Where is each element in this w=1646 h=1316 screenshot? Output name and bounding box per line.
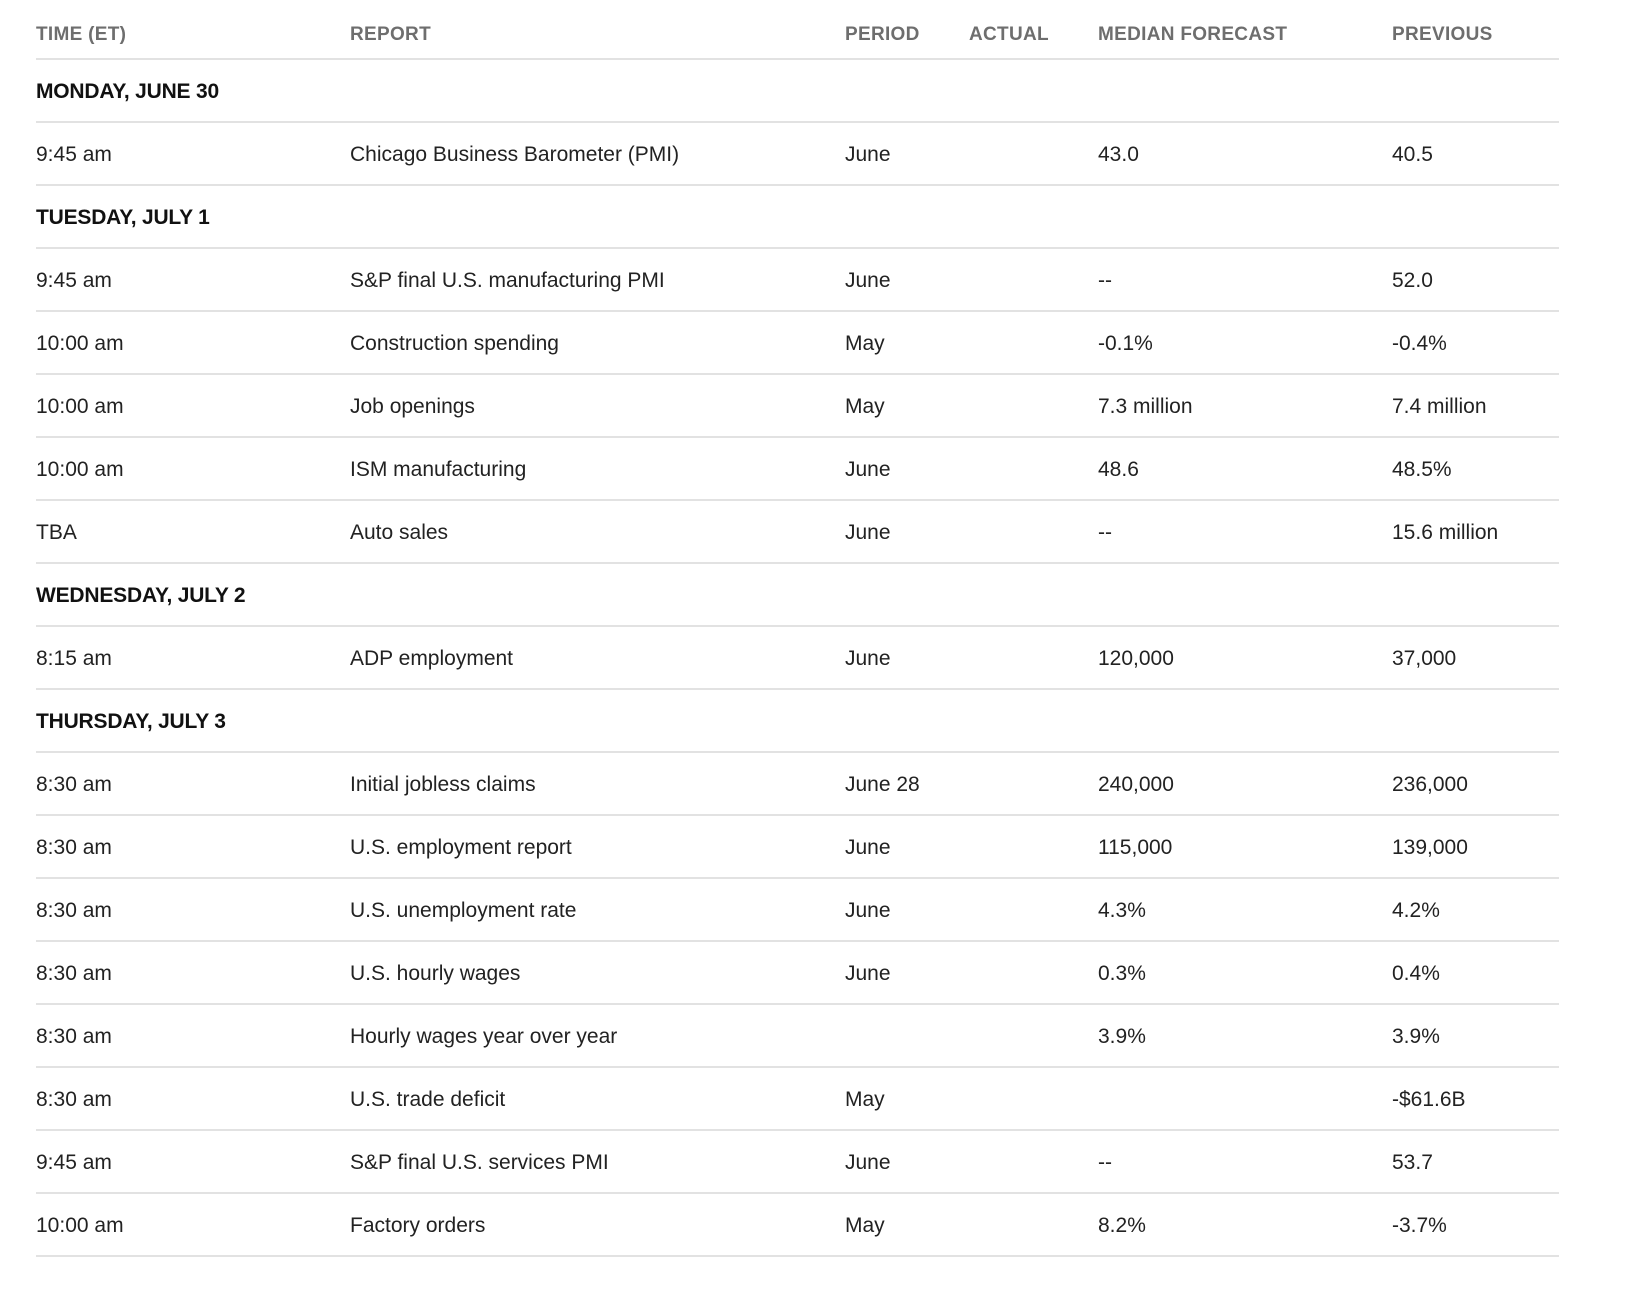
column-header-previous: PREVIOUS bbox=[1392, 24, 1493, 45]
report-cell: U.S. unemployment rate bbox=[350, 899, 577, 922]
median-forecast-cell: 115,000 bbox=[1098, 836, 1173, 859]
column-header-period: PERIOD bbox=[845, 24, 920, 45]
report-cell: Factory orders bbox=[350, 1214, 486, 1237]
day-heading-row bbox=[36, 690, 1559, 753]
table-row bbox=[36, 375, 1559, 438]
median-forecast-cell: 120,000 bbox=[1098, 647, 1174, 670]
day-heading-row bbox=[36, 60, 1559, 123]
column-header-median-forecast: MEDIAN FORECAST bbox=[1098, 24, 1288, 45]
day-heading: TUESDAY, JULY 1 bbox=[36, 206, 210, 229]
time-cell: 8:30 am bbox=[36, 962, 112, 985]
previous-cell: 4.2% bbox=[1392, 899, 1440, 922]
day-heading: THURSDAY, JULY 3 bbox=[36, 710, 226, 733]
time-cell: 10:00 am bbox=[36, 458, 124, 481]
previous-cell: 3.9% bbox=[1392, 1025, 1440, 1048]
time-cell: 8:30 am bbox=[36, 773, 112, 796]
report-cell: U.S. trade deficit bbox=[350, 1088, 506, 1111]
median-forecast-cell: 8.2% bbox=[1098, 1214, 1146, 1237]
report-cell: ADP employment bbox=[350, 647, 514, 670]
period-cell: June bbox=[845, 269, 891, 292]
median-forecast-cell: 0.3% bbox=[1098, 962, 1146, 985]
table-row bbox=[36, 816, 1559, 879]
previous-cell: 52.0 bbox=[1392, 269, 1433, 292]
median-forecast-cell: -- bbox=[1098, 521, 1112, 544]
time-cell: 9:45 am bbox=[36, 143, 112, 166]
table-row bbox=[36, 501, 1559, 564]
time-cell: 10:00 am bbox=[36, 395, 124, 418]
period-cell: June bbox=[845, 1151, 891, 1174]
previous-cell: 48.5% bbox=[1392, 458, 1452, 481]
table-body bbox=[36, 60, 1559, 1257]
median-forecast-cell: 48.6 bbox=[1098, 458, 1139, 481]
table-row bbox=[36, 123, 1559, 186]
table-header-row bbox=[36, 0, 1559, 60]
median-forecast-cell: 7.3 million bbox=[1098, 395, 1193, 418]
report-cell: Construction spending bbox=[350, 332, 559, 355]
time-cell: 10:00 am bbox=[36, 1214, 124, 1237]
report-cell: Auto sales bbox=[350, 521, 449, 544]
period-cell: May bbox=[845, 1088, 885, 1111]
report-cell: U.S. hourly wages bbox=[350, 962, 521, 985]
period-cell: June bbox=[845, 647, 891, 670]
column-header-actual: ACTUAL bbox=[969, 24, 1049, 45]
median-forecast-cell: -0.1% bbox=[1098, 332, 1153, 355]
median-forecast-cell: 240,000 bbox=[1098, 773, 1174, 796]
table-row bbox=[36, 249, 1559, 312]
column-header-time: TIME (ET) bbox=[36, 24, 127, 45]
time-cell: 9:45 am bbox=[36, 269, 112, 292]
report-cell: Job openings bbox=[350, 395, 475, 418]
economic-calendar-table bbox=[36, 0, 1559, 1257]
previous-cell: 0.4% bbox=[1392, 962, 1440, 985]
day-heading-row bbox=[36, 186, 1559, 249]
period-cell: June bbox=[845, 458, 891, 481]
period-cell: May bbox=[845, 1214, 885, 1237]
report-cell: S&P final U.S. services PMI bbox=[350, 1151, 609, 1174]
previous-cell: 236,000 bbox=[1392, 773, 1468, 796]
previous-cell: -$61.6B bbox=[1392, 1088, 1466, 1111]
period-cell: June 28 bbox=[845, 773, 920, 796]
report-cell: Chicago Business Barometer (PMI) bbox=[350, 143, 680, 166]
period-cell: June bbox=[845, 962, 891, 985]
table-row bbox=[36, 1194, 1559, 1257]
time-cell: 8:30 am bbox=[36, 899, 112, 922]
report-cell: ISM manufacturing bbox=[350, 458, 527, 481]
previous-cell: 139,000 bbox=[1392, 836, 1468, 859]
time-cell: 8:30 am bbox=[36, 1025, 112, 1048]
report-cell: Initial jobless claims bbox=[350, 773, 536, 796]
median-forecast-cell: 4.3% bbox=[1098, 899, 1146, 922]
median-forecast-cell: -- bbox=[1098, 269, 1112, 292]
report-cell: Hourly wages year over year bbox=[350, 1025, 618, 1048]
period-cell: June bbox=[845, 899, 891, 922]
time-cell: 9:45 am bbox=[36, 1151, 112, 1174]
time-cell: TBA bbox=[36, 521, 77, 544]
day-heading: WEDNESDAY, JULY 2 bbox=[36, 584, 246, 607]
previous-cell: 40.5 bbox=[1392, 143, 1433, 166]
time-cell: 8:30 am bbox=[36, 836, 112, 859]
column-header-report: REPORT bbox=[350, 24, 431, 45]
report-cell: U.S. employment report bbox=[350, 836, 572, 859]
period-cell: May bbox=[845, 332, 885, 355]
time-cell: 10:00 am bbox=[36, 332, 124, 355]
period-cell: May bbox=[845, 395, 885, 418]
median-forecast-cell: 3.9% bbox=[1098, 1025, 1146, 1048]
report-cell: S&P final U.S. manufacturing PMI bbox=[350, 269, 665, 292]
table-row bbox=[36, 627, 1559, 690]
table-row bbox=[36, 312, 1559, 375]
median-forecast-cell: 43.0 bbox=[1098, 143, 1139, 166]
previous-cell: 53.7 bbox=[1392, 1151, 1433, 1174]
table-row bbox=[36, 1068, 1559, 1131]
time-cell: 8:30 am bbox=[36, 1088, 112, 1111]
day-heading: MONDAY, JUNE 30 bbox=[36, 80, 219, 103]
table-row bbox=[36, 753, 1559, 816]
previous-cell: -0.4% bbox=[1392, 332, 1447, 355]
day-heading-row bbox=[36, 564, 1559, 627]
period-cell: June bbox=[845, 836, 891, 859]
time-cell: 8:15 am bbox=[36, 647, 112, 670]
median-forecast-cell: -- bbox=[1098, 1151, 1112, 1174]
table-row bbox=[36, 879, 1559, 942]
period-cell: June bbox=[845, 521, 891, 544]
previous-cell: 15.6 million bbox=[1392, 521, 1499, 544]
table-row bbox=[36, 942, 1559, 1005]
table-row bbox=[36, 438, 1559, 501]
period-cell: June bbox=[845, 143, 891, 166]
previous-cell: 37,000 bbox=[1392, 647, 1457, 670]
table-row bbox=[36, 1005, 1559, 1068]
table-row bbox=[36, 1131, 1559, 1194]
previous-cell: -3.7% bbox=[1392, 1214, 1447, 1237]
previous-cell: 7.4 million bbox=[1392, 395, 1487, 418]
